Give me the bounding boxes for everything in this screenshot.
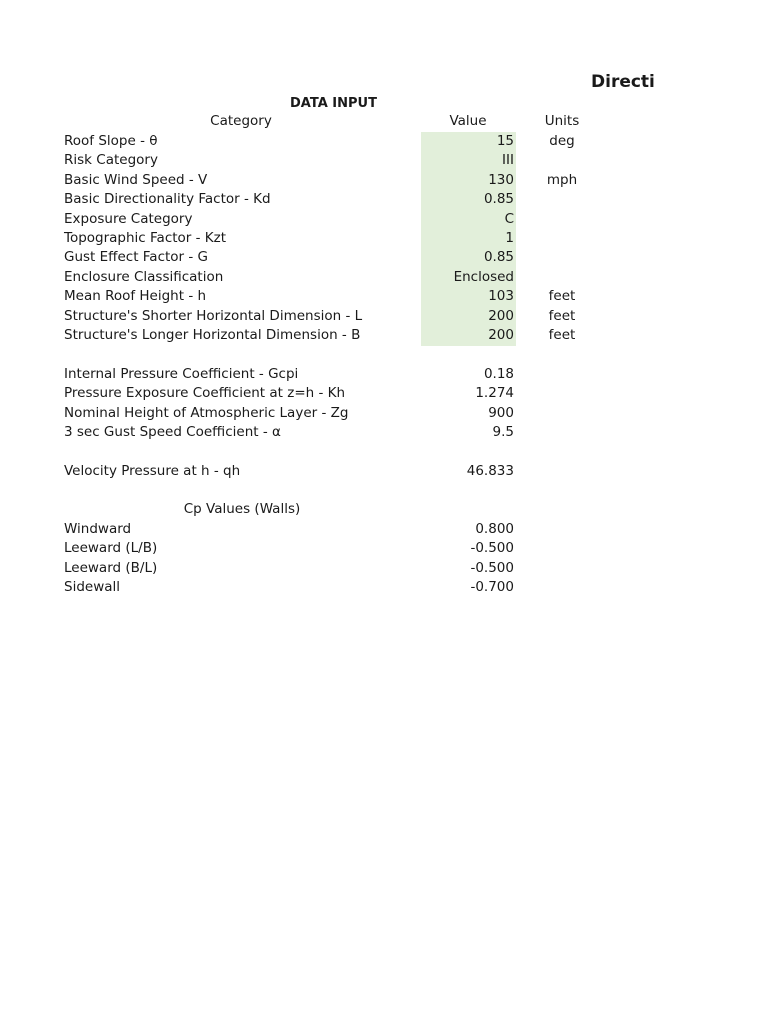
row-label: Structure's Shorter Horizontal Dimension - L [64,307,363,324]
cp-value: -0.500 [470,540,514,557]
row-value-input[interactable]: 103 [488,288,514,305]
table-row [0,307,768,327]
row-value-input[interactable]: 0.85 [483,191,514,208]
cp-label: Windward [64,521,132,537]
table-row [0,268,768,288]
category-header: Category [210,113,272,129]
coefficient-label: Pressure Exposure Coefficient at z=h - Kh [64,385,346,402]
row-value-input[interactable]: 200 [488,327,514,343]
value-header: Value [449,113,487,129]
coefficient-label: Internal Pressure Coefficient - Gcpi [64,366,299,382]
velocity-pressure-value: 46.833 [466,463,514,479]
row-value-input[interactable]: Enclosed [453,268,514,285]
table-row [0,229,768,249]
data-input-heading: DATA INPUT [290,96,377,111]
cp-walls-heading: Cp Values (Walls) [183,501,301,517]
cp-value: -0.700 [470,579,514,596]
row-value-input[interactable]: III [502,152,514,169]
table-row [0,287,768,307]
row-value-input[interactable]: 15 [496,133,514,149]
coefficient-label: 3 sec Gust Speed Coefficient - α [64,424,281,441]
row-unit: mph [546,171,578,188]
row-label: Gust Effect Factor - G [64,249,209,266]
table-row [0,190,768,210]
table-row [0,248,768,268]
row-label: Basic Directionality Factor - Kd [64,191,271,208]
velocity-pressure-row [0,462,768,482]
coefficient-label: Nominal Height of Atmospheric Layer - Zg [64,404,349,421]
row-unit: feet [548,288,576,305]
table-row [0,539,768,559]
table-row [0,365,768,385]
table-row [0,559,768,579]
row-label: Exposure Category [64,210,193,227]
table-row [0,578,768,598]
row-label: Basic Wind Speed - V [64,171,208,188]
table-row [0,404,768,424]
cp-value: 0.800 [475,521,514,537]
row-unit: deg [549,133,575,149]
table-row [0,132,768,152]
row-label: Risk Category [64,152,158,169]
page-title: Directi [591,72,655,92]
cp-label: Leeward (L/B) [64,540,158,557]
units-header: Units [544,113,580,129]
table-row [0,326,768,346]
coefficient-value: 1.274 [475,385,514,402]
table-row [0,423,768,443]
table-row [0,151,768,171]
row-value-input[interactable]: 200 [488,307,514,324]
coefficient-value: 9.5 [492,424,514,441]
cp-value: -0.500 [470,559,514,576]
row-label: Roof Slope - θ [64,133,158,149]
cp-walls-heading-row [0,500,768,520]
row-label: Topographic Factor - Kzt [64,230,227,246]
row-value-input[interactable]: 130 [488,171,514,188]
row-value-input[interactable]: C [504,210,514,227]
table-row [0,520,768,540]
row-value-input[interactable]: 0.85 [483,249,514,266]
row-value-input[interactable]: 1 [505,230,514,246]
table-row [0,171,768,191]
cp-label: Sidewall [64,579,121,596]
coefficient-value: 900 [488,404,514,421]
row-unit: feet [548,307,576,324]
velocity-pressure-label: Velocity Pressure at h - qh [64,463,241,479]
column-header-row [0,112,768,132]
row-unit: feet [548,327,576,343]
row-label: Mean Roof Height - h [64,288,207,305]
table-row [0,384,768,404]
coefficient-value: 0.18 [483,366,514,382]
row-label: Structure's Longer Horizontal Dimension - B [64,327,361,343]
cp-label: Leeward (B/L) [64,559,158,576]
row-label: Enclosure Classification [64,268,224,285]
table-row [0,210,768,230]
